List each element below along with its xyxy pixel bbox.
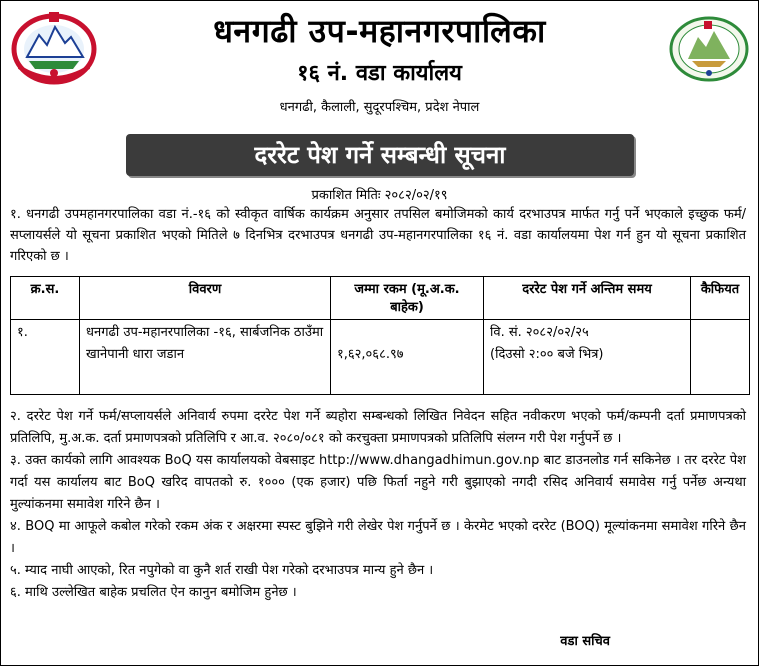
header-remarks: कैफियत: [691, 277, 750, 320]
rule-item: ५. म्याद नाघी आएको, रित नपुगेको वा कुनै शर्त राखी पेश गरेको दरभाउपत्र मान्य हुने छैन ।: [10, 563, 434, 578]
notice-paragraph-1: १. धनगढी उपमहानगरपालिका वडा नं.-१६ को स्वीकृत वार्षिक कार्यक्रम अनुसार तपसिल बमोजिमको कार्य दरभाउपत्र मार्फत गर्नु पर्ने भएकाले इच्छुक फर्म/सप्लायर्सले यो सूचना प्रकाशित भएको मितिले ७ दिनभित्र दरभाउपत्र धनगढी उप-महानगरपालिका १६ नं. वडा कार्यालयमा पेश गर्न हुन यो सूचना प्रकाशित गरिएको छ ।: [10, 207, 746, 264]
amount-value: १,६२,०६८.९७: [337, 347, 404, 362]
table-row: [11, 320, 750, 395]
rule-item: २. दररेट पेश गर्ने फर्म/सप्लायर्सले अनिवार्य रुपमा दररेट पेश गर्ने ब्यहोरा सम्बन्धको लिखित निवेदन सहित नवीकरण भएको फर्म/कम्पनी दर्ता प्रमाणपत्रको प्रतिलिपि, मु.अ.क. दर्ता प्रमाणपत्रको प्रतिलिपि र आ.व. २०८०/०८१ को करचुक्ता प्रमाणपत्रको प्रतिलिपि संलग्न गरी पेश गर्नुपर्ने छ ।: [10, 409, 746, 446]
notice-heading-banner: दररेट पेश गर्ने सम्बन्धी सूचना: [126, 134, 634, 176]
page-title: धनगढी उप-महानगरपालिका: [213, 12, 546, 50]
header-deadline: दररेट पेश गर्ने अन्तिम समय: [484, 277, 691, 320]
cell-description: धनगढी उप-महानरपालिका -१६, सार्बजनिक ठाउँमा खानेपानी धारा जडान: [80, 320, 331, 395]
published-date: प्रकाशित मितिः २०८२/०२/१९: [311, 188, 448, 203]
cell-deadline: [484, 320, 691, 395]
deadline-date: वि. सं. २०८२/०२/२५: [490, 325, 589, 340]
office-subtitle: १६ नं. वडा कार्यालय: [297, 61, 462, 86]
header-description: विवरण: [80, 277, 331, 320]
header-amount: जम्मा रकम (मू.अ.क. बाहेक): [331, 277, 484, 320]
cell-remarks: [691, 320, 750, 395]
deadline-time: (दिउसो २:०० बजे भित्र): [490, 347, 604, 362]
table-header-row: [11, 277, 750, 320]
notice-table: [10, 276, 750, 395]
signature-ward-secretary: वडा सचिव: [560, 634, 610, 649]
header-serial: क्र.स.: [11, 277, 80, 320]
cell-serial: १.: [11, 320, 80, 395]
rule-item: ६. माथि उल्लेखित बाहेक प्रचलित ऐन कानुन बमोजिम हुनेछ ।: [10, 585, 297, 600]
rule-item: ३. उक्त कार्यको लागि आवश्यक BoQ यस कार्यालयको वेबसाइट http://www.dhangadhimun.gov.np बाट डाउनलोड गर्न सकिनेछ । तर दररेट पेश गर्दा यस कार्यालय बाट BoQ खरिद वापतको रु. १००० (एक हजार) पछि फिर्ता नहुने गरी बुझाएको नगदी रसिद अनिवार्य समावेस गर्नु पर्नेछ अन्यथा मुल्यांकनमा समावेश गरिने छैन ।: [10, 453, 746, 512]
office-address: धनगढी, कैलाली, सुदूरपश्चिम, प्रदेश नेपाल: [279, 100, 480, 115]
rule-item: ४. BOQ मा आफूले कबोल गरेको रकम अंक र अक्षरमा स्पस्ट बुझिने गरी लेखेर पेश गर्नुपर्ने छ । केरमेट भएको दररेट (BOQ) मूल्यांकनमा समावेश गरिने छैन ।: [10, 519, 746, 556]
cell-amount: [331, 320, 484, 395]
notice-rules: [10, 406, 746, 604]
